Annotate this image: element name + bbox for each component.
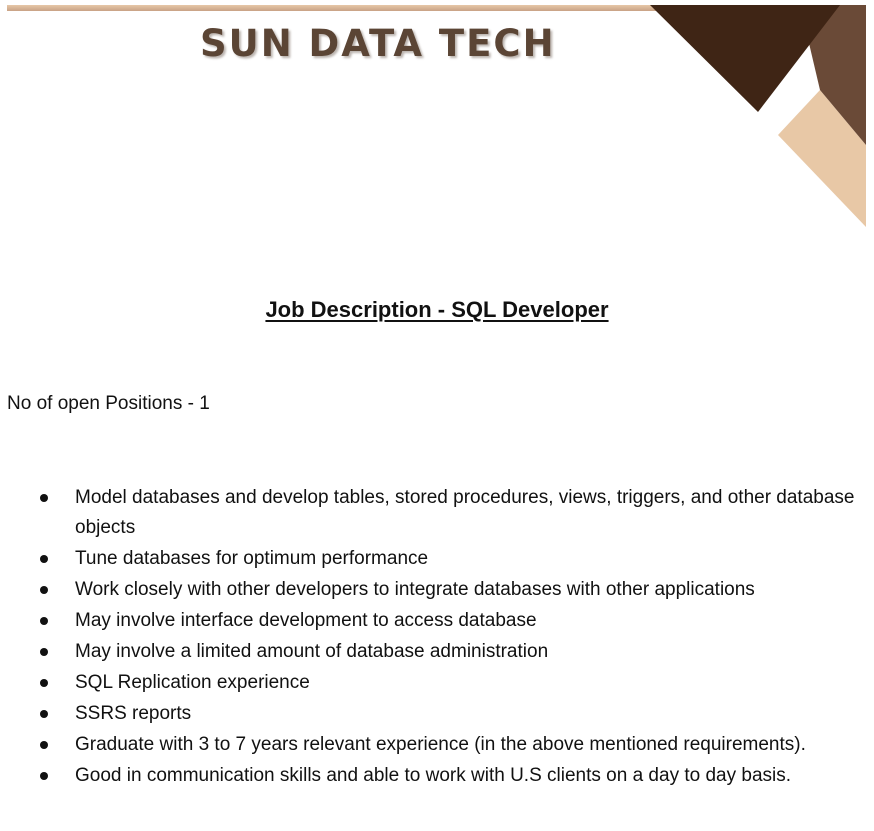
list-item-text: May involve a limited amount of database administration (75, 641, 549, 662)
list-item (0, 637, 874, 667)
list-item (0, 606, 874, 636)
list-item (0, 575, 874, 605)
bullet-icon (40, 617, 48, 625)
page-title: Job Description - SQL Developer (265, 297, 609, 322)
open-positions: No of open Positions - 1 (7, 393, 210, 414)
corner-decoration (650, 5, 866, 230)
list-item (0, 699, 874, 729)
bullet-icon (40, 741, 48, 749)
bullet-icon (40, 586, 48, 594)
list-item-text: Tune databases for optimum performance (75, 548, 429, 569)
list-item (0, 544, 874, 574)
list-item (0, 483, 874, 543)
list-item-text: Graduate with 3 to 7 years relevant experience (in the above mentioned requirements). (75, 734, 806, 755)
list-item (0, 761, 874, 791)
list-item-text: SQL Replication experience (75, 672, 310, 693)
bullet-icon (40, 710, 48, 718)
company-logo: SUN DATA TECH (200, 22, 556, 65)
list-item-text: May involve interface development to access database (75, 610, 537, 631)
bullet-icon (40, 494, 48, 502)
list-item-text: Model databases and develop tables, stored procedures, views, triggers, and other database objects (75, 487, 855, 538)
corner-dark-triangle (650, 5, 840, 112)
letterhead (0, 0, 874, 240)
requirements-list (0, 483, 874, 792)
list-item (0, 730, 874, 760)
list-item-text: SSRS reports (75, 703, 192, 724)
top-rule (7, 5, 667, 11)
bullet-icon (40, 648, 48, 656)
list-item (0, 668, 874, 698)
list-item-text: Work closely with other developers to integrate databases with other applications (75, 579, 755, 600)
bullet-icon (40, 555, 48, 563)
bullet-icon (40, 772, 48, 780)
list-item-text: Good in communication skills and able to work with U.S clients on a day to day basis. (75, 765, 792, 786)
bullet-icon (40, 679, 48, 687)
